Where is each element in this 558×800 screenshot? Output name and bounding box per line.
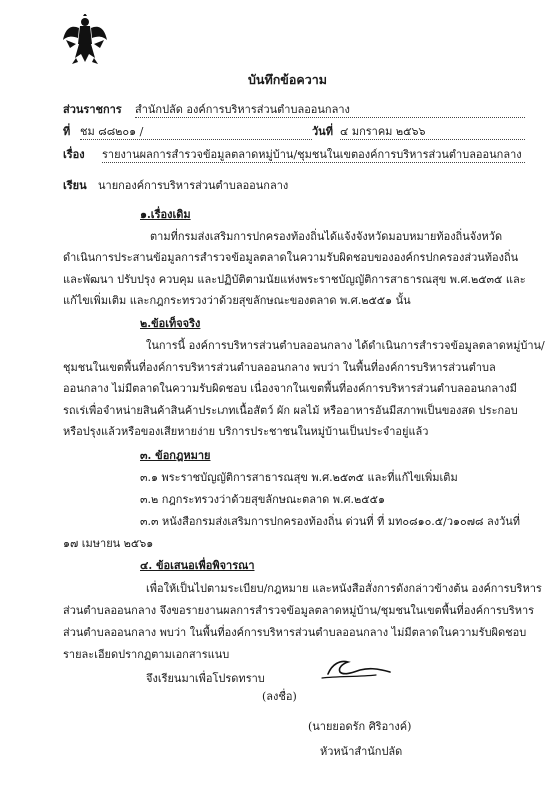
handwritten-signature (318, 650, 396, 686)
to-label: เรียน (63, 179, 87, 192)
section-heading-facts: ๒.ข้อเท็จจริง (140, 317, 201, 330)
section-line: ออนกลาง ไม่มีตลาดในความรับผิดชอบ เนื่องจากในเขตพื้นที่องค์การบริหารส่วนตำบลออนกลางมี (63, 382, 517, 395)
section-line: ส่วนตำบลออนกลาง จึงขอรายงานผลการสำรวจข้อมูลตลาดหมู่บ้าน/ชุมชนในเขตพื้นที่องค์การบริหาร (63, 604, 535, 617)
garuda-emblem-icon (62, 14, 108, 66)
section-line: และพัฒนา ปรับปรุง ควบคุม และปฏิบัติตามนัยแห่งพระราชบัญญัติการสาธารณสุข พ.ศ.๒๕๓๕ และ (63, 273, 526, 286)
section-line: ตามที่กรมส่งเสริมการปกครองท้องถิ่นได้แจ้งจังหวัดมอบหมายท้องถิ่นจังหวัด (150, 230, 503, 243)
date-value: ๔ มกราคม ๒๕๖๖ (340, 125, 525, 140)
dept-value: สำนักปลัด องค์การบริหารส่วนตำบลออนกลาง (135, 103, 525, 118)
ref-value: ชม ๘๘๒๐๑ / (80, 125, 312, 140)
memo-title: บันทึกข้อความ (248, 72, 327, 87)
section-line: ดำเนินการประสานข้อมูลการสำรวจข้อมูลตลาดในความรับผิดชอบขององค์กรปกครองส่วนท้องถิ่น (63, 251, 519, 264)
section-line: ๓.๒ กฎกระทรวงว่าด้วยสุขลักษณะตลาด พ.ศ.๒๕๕๑ (140, 493, 385, 506)
dept-label: ส่วนราชการ (63, 103, 122, 116)
closing-line: จึงเรียนมาเพื่อโปรดทราบ (146, 672, 265, 685)
to-value: นายกองค์การบริหารส่วนตำบลออนกลาง (98, 179, 289, 192)
section-line: ส่วนตำบลออนกลาง พบว่า ในพื้นที่องค์การบริหารส่วนตำบลออนกลาง ไม่มีตลาดในความรับผิดชอบ (63, 626, 527, 639)
date-label: วันที่ (312, 125, 333, 138)
section-heading-law: ๓. ข้อกฎหมาย (140, 449, 211, 462)
subject-value: รายงานผลการสำรวจข้อมูลตลาดหมู่บ้าน/ชุมชนในเขตองค์การบริหารส่วนตำบลออนกลาง (102, 148, 525, 163)
section-line: หรือปรุงแล้วหรือของเสียหายง่าย บริการประชาชนในหมู่บ้านเป็นประจำอยู่แล้ว (63, 425, 429, 438)
sign-label: (ลงชื่อ) (262, 690, 297, 703)
subject-label: เรื่อง (63, 148, 85, 161)
section-line: ๓.๓ หนังสือกรมส่งเสริมการปกครองท้องถิ่น ด่วนที่ ที่ มท๐๘๑๐.๕/ว๑๐๗๘ ลงวันที่ (140, 515, 521, 528)
section-line: เพื่อให้เป็นไปตามระเบียบ/กฎหมาย และหนังสือสั่งการดังกล่าวข้างต้น องค์การบริหาร (146, 582, 542, 595)
section-line: แก้ไขเพิ่มเติม และกฎกระทรวงว่าด้วยสุขลักษณะของตลาด พ.ศ.๒๕๕๑ นั้น (63, 294, 411, 307)
ref-label: ที่ (63, 125, 71, 138)
section-line: ในการนี้ องค์การบริหารส่วนตำบลออนกลาง ได้ดำเนินการสำรวจข้อมูลตลาดหมู่บ้าน/ (146, 339, 545, 352)
section-heading-proposal: ๔. ข้อเสนอเพื่อพิจารณา (140, 559, 255, 572)
signatory-position: หัวหน้าสำนักปลัด (320, 745, 403, 758)
section-line: ๓.๑ พระราชบัญญัติการสาธารณสุข พ.ศ.๒๕๓๕ และที่แก้ไขเพิ่มเติม (140, 471, 458, 484)
section-line: ๑๗ เมษายน ๒๕๖๑ (63, 537, 154, 550)
section-line: รถเร่เพื่อจำหน่ายสินค้าสินค้าประเภทเนื้อสัตว์ ผัก ผลไม้ หรืออาหารอันมีสภาพเป็นของสด ประกอบ (63, 404, 518, 417)
signatory-name: (นายยอดรัก ศิริอางค์) (308, 720, 412, 733)
section-heading-background: ๑.เรื่องเดิม (140, 208, 191, 221)
section-line: รายละเอียดปรากฏตามเอกสารแนบ (63, 648, 230, 661)
section-line: ชุมชนในเขตพื้นที่องค์การบริหารส่วนตำบลออนกลาง พบว่า ในพื้นที่องค์การบริหารส่วนตำบล (63, 361, 496, 374)
